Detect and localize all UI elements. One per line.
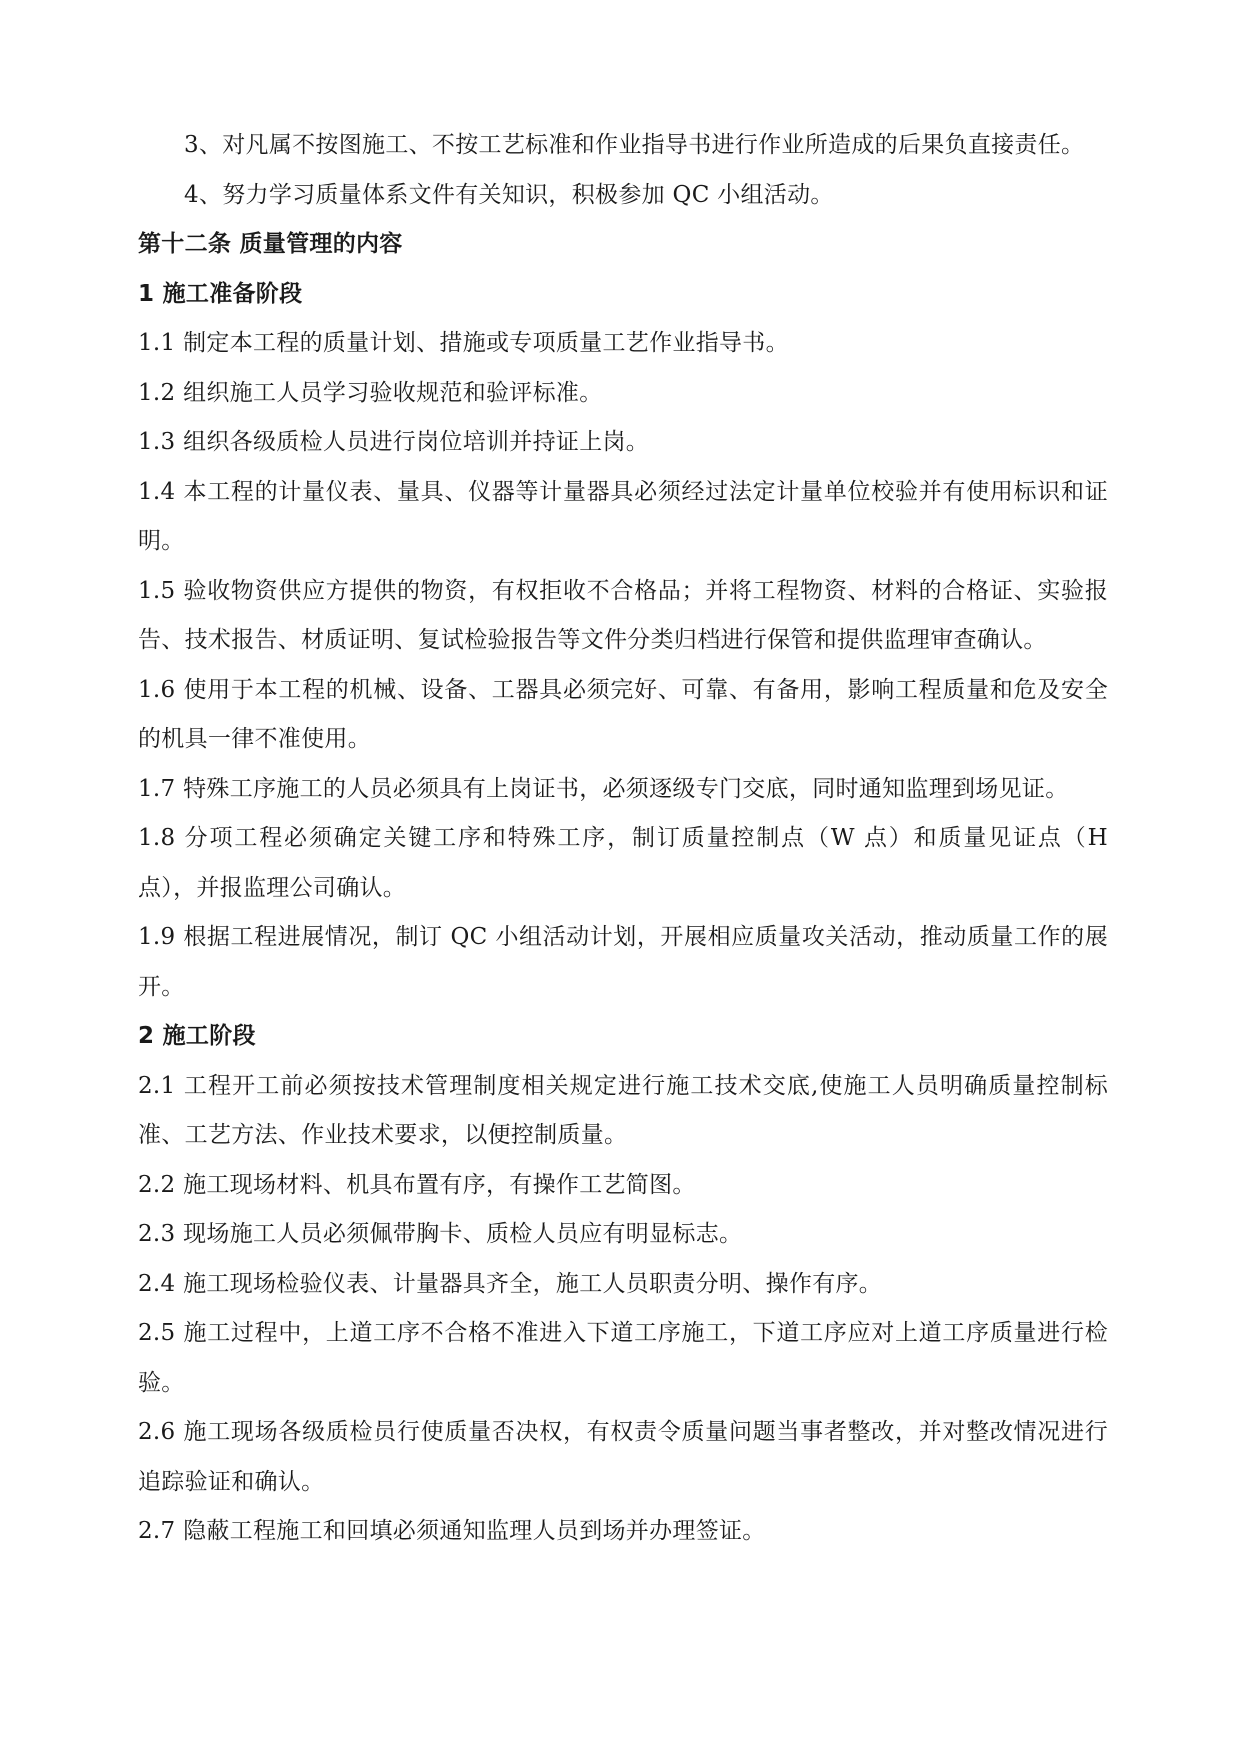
paragraph-3-responsibility: 3、对凡属不按图施工、不按工艺标准和作业指导书进行作业所造成的后果负直接责任。 [184,132,1085,158]
paragraph-4-study: 4、努力学习质量体系文件有关知识，积极参加 QC 小组活动。 [184,181,834,208]
clause-2-2: 2.2 施工现场材料、机具布置有序，有操作工艺简图。 [138,1171,696,1198]
clause-1-7: 1.7 特殊工序施工的人员必须具有上岗证书，必须逐级专门交底，同时通知监理到场见证。 [138,775,1069,802]
clause-1-9: 1.9 根据工程进展情况，制订 QC 小组活动计划，开展相应质量攻关活动，推动质量工作的展开。 [138,924,1108,1000]
clause-1-8: 1.8 分项工程必须确定关键工序和特殊工序，制订质量控制点（W 点）和质量见证点（H 点），并报监理公司确认。 [138,825,1108,901]
clause-2-7: 2.7 隐蔽工程施工和回填必须通知监理人员到场并办理签证。 [138,1518,766,1544]
subheading-construction-stage: 2 施工阶段 [138,1023,256,1049]
document-page [138,121,1108,1557]
clause-2-6: 2.6 施工现场各级质检员行使质量否决权，有权责令质量问题当事者整改，并对整改情况进行追踪验证和确认。 [138,1419,1108,1495]
section-heading-article-12: 第十二条 质量管理的内容 [138,231,403,257]
clause-2-4: 2.4 施工现场检验仪表、计量器具齐全，施工人员职责分明、操作有序。 [138,1270,883,1297]
clause-2-5: 2.5 施工过程中，上道工序不合格不准进入下道工序施工，下道工序应对上道工序质量进行检验。 [138,1320,1108,1396]
clause-1-5: 1.5 验收物资供应方提供的物资，有权拒收不合格品；并将工程物资、材料的合格证、实验报告、技术报告、材质证明、复试检验报告等文件分类归档进行保管和提供监理审查确认。 [138,577,1108,653]
clause-1-1: 1.1 制定本工程的质量计划、措施或专项质量工艺作业指导书。 [138,330,789,356]
clause-2-3: 2.3 现场施工人员必须佩带胸卡、质检人员应有明显标志。 [138,1221,743,1247]
clause-1-6: 1.6 使用于本工程的机械、设备、工器具必须完好、可靠、有备用，影响工程质量和危及安全的机具一律不准使用。 [138,676,1108,752]
clause-1-4: 1.4 本工程的计量仪表、量具、仪器等计量器具必须经过法定计量单位校验并有使用标识和证明。 [138,478,1108,554]
clause-2-1: 2.1 工程开工前必须按技术管理制度相关规定进行施工技术交底,使施工人员明确质量控制标准、工艺方法、作业技术要求，以便控制质量。 [138,1072,1108,1148]
subheading-preparation-stage: 1 施工准备阶段 [138,280,303,307]
clause-1-2: 1.2 组织施工人员学习验收规范和验评标准。 [138,379,603,406]
clause-1-3: 1.3 组织各级质检人员进行岗位培训并持证上岗。 [138,429,650,455]
